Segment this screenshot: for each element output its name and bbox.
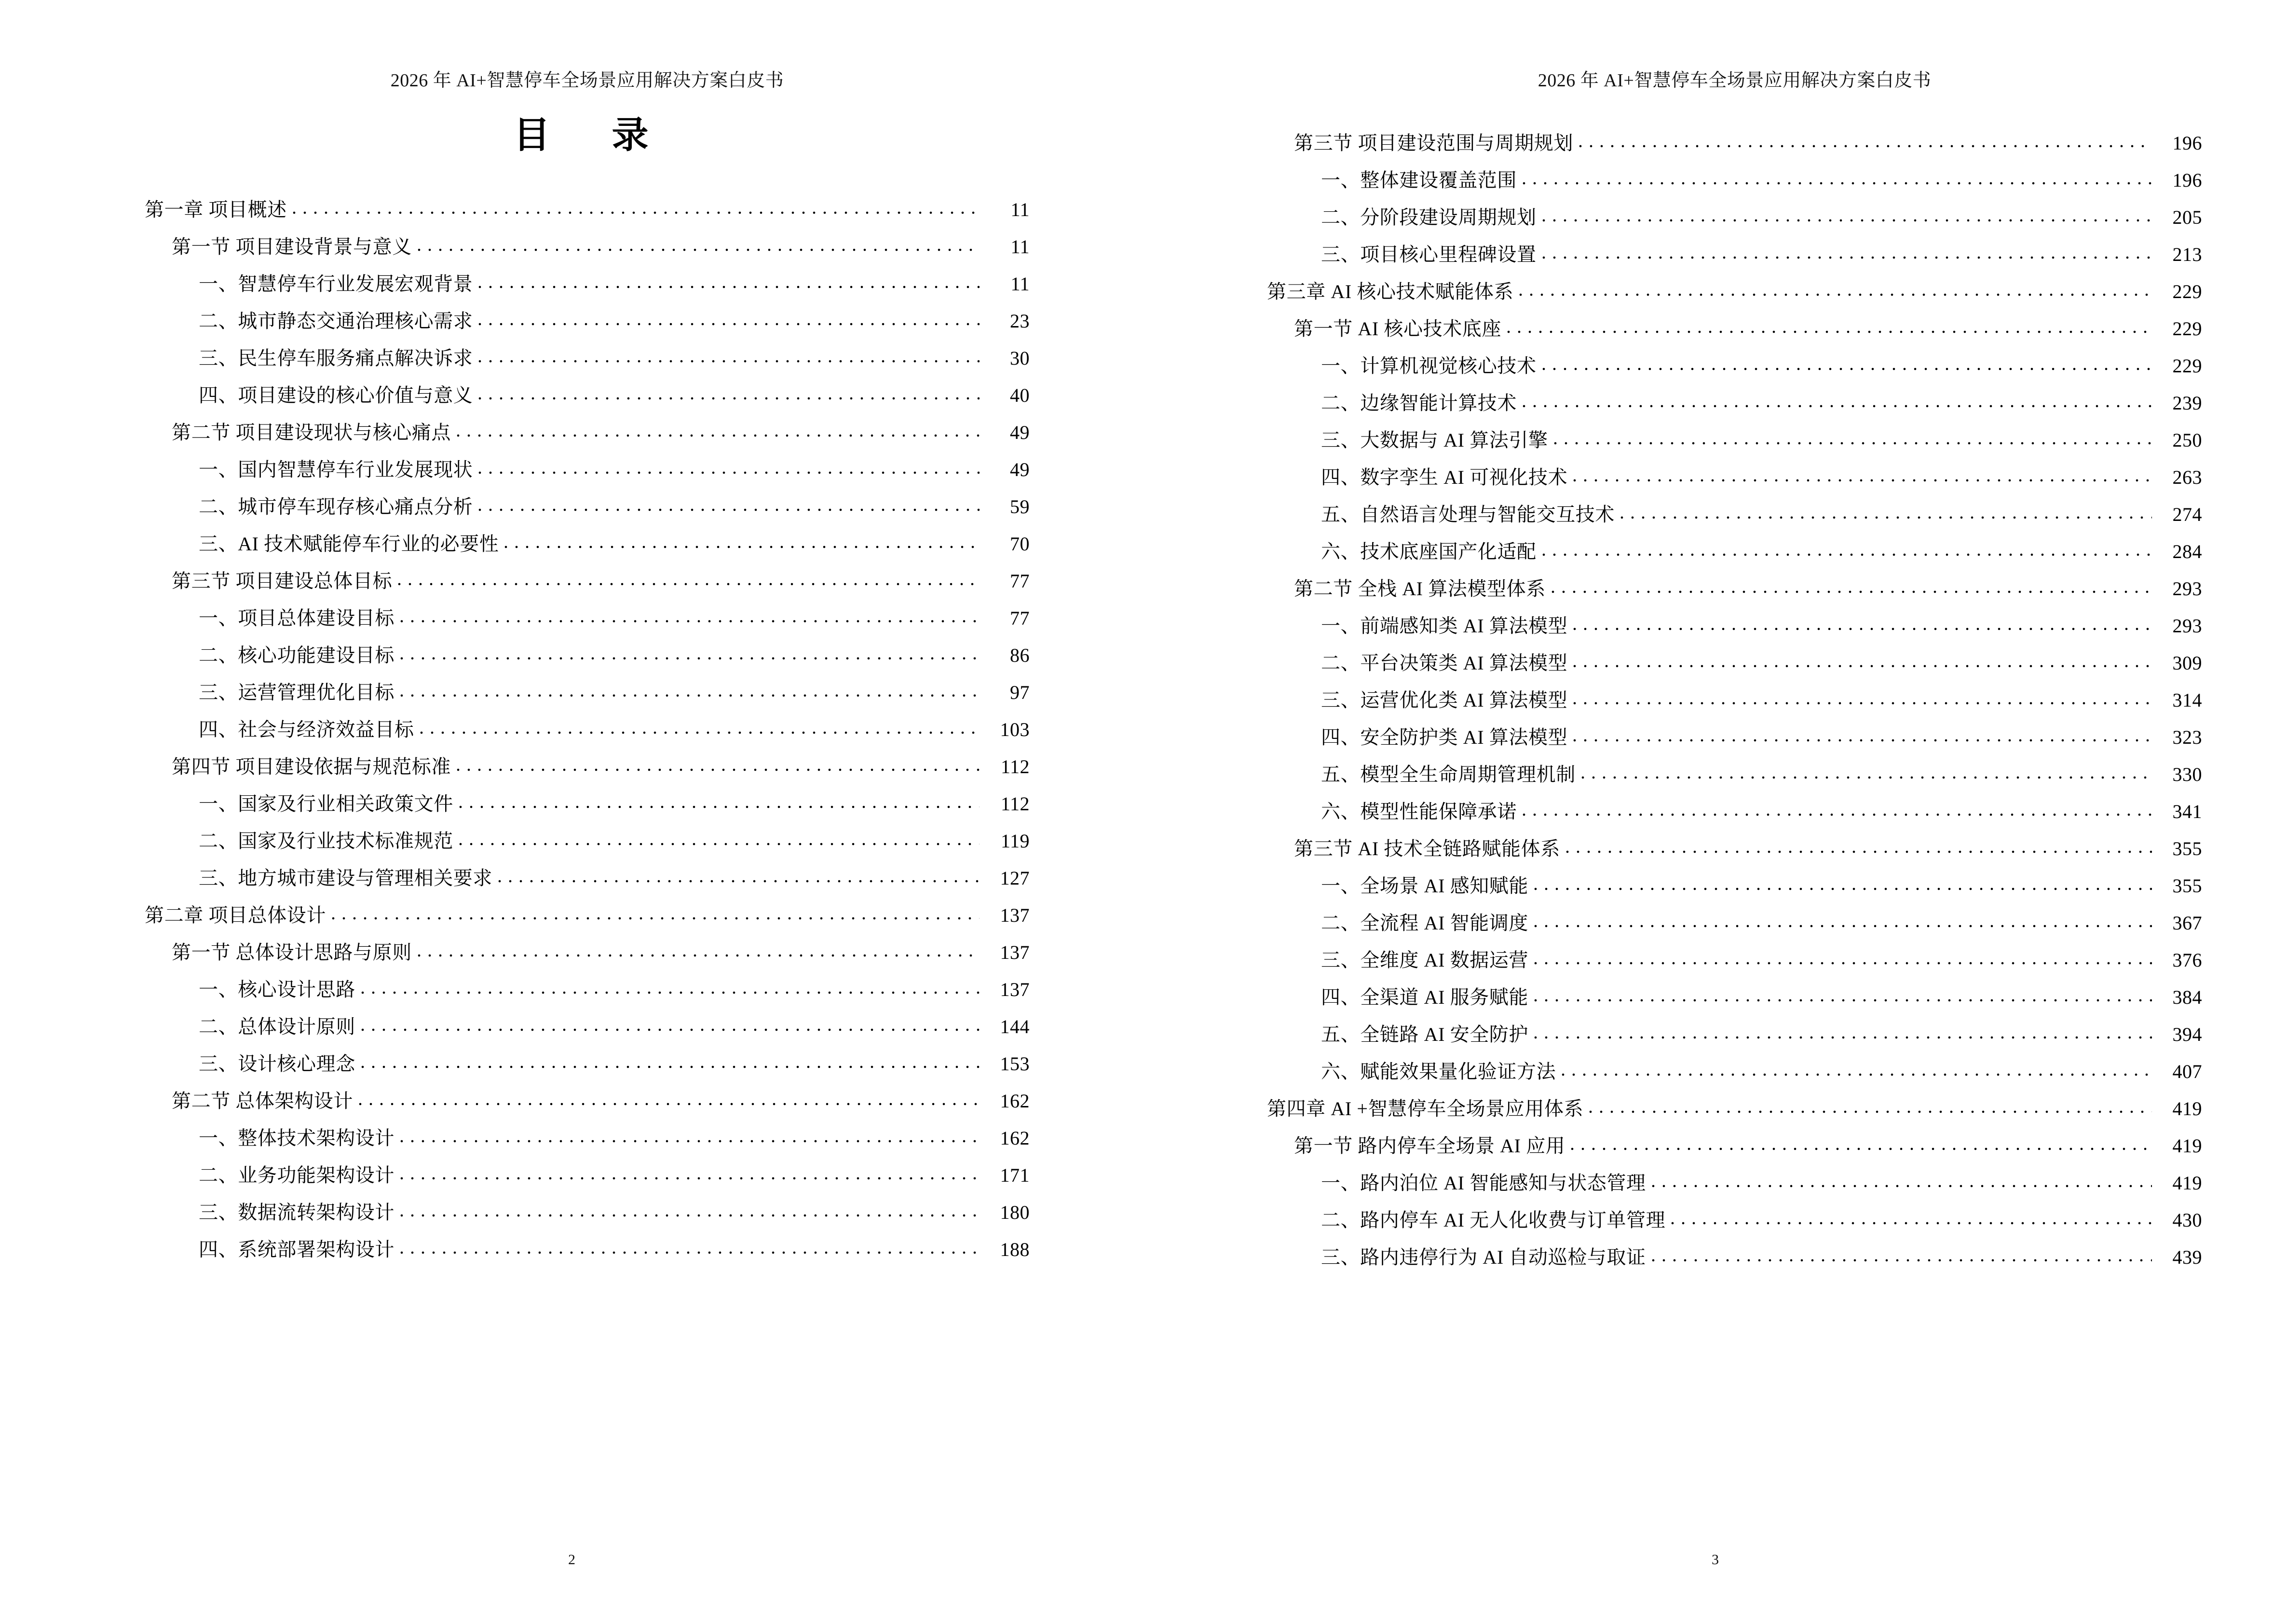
toc-entry-page-number: 314 [2172, 689, 2202, 711]
dot-leader [1569, 663, 2152, 669]
toc-entry-page-number: 367 [2172, 912, 2202, 934]
toc-entry-label: 四、社会与经济效益目标 [199, 718, 414, 740]
dot-leader [414, 247, 980, 253]
toc-entry[interactable] [1267, 859, 2202, 896]
toc-entry-page-number: 86 [1010, 644, 1030, 666]
toc-entry-label: 六、赋能效果量化验证方法 [1321, 1061, 1556, 1082]
dot-leader [1538, 255, 2152, 260]
toc-entry-label: 六、模型性能保障承诺 [1321, 801, 1517, 822]
page-right [1144, 0, 2287, 1624]
toc-entry-label: 四、项目建设的核心价值与意义 [199, 384, 473, 406]
toc-entry-label: 二、边缘智能计算技术 [1321, 392, 1517, 414]
dot-leader [328, 915, 980, 921]
dot-leader [1519, 403, 2152, 409]
toc-entry-page-number: 239 [2172, 392, 2202, 414]
toc-list-left [145, 182, 1030, 1259]
toc-entry-label: 第一章 项目概述 [145, 198, 287, 220]
toc-entry-label: 五、模型全生命周期管理机制 [1321, 764, 1576, 785]
toc-entry-label: 一、前端感知类 AI 算法模型 [1321, 615, 1568, 637]
dot-leader [396, 655, 980, 661]
toc-entry-label: 一、路内泊位 AI 智能感知与状态管理 [1321, 1172, 1646, 1194]
toc-entry-page-number: 293 [2172, 615, 2202, 637]
dot-leader [1585, 1109, 2152, 1115]
toc-entry[interactable] [145, 182, 1030, 219]
folio-left: 2 [568, 1552, 575, 1568]
dot-leader [1538, 366, 2152, 372]
toc-entry-label: 二、全流程 AI 智能调度 [1321, 912, 1529, 934]
toc-entry-label: 第一节 路内停车全场景 AI 应用 [1294, 1135, 1566, 1157]
toc-entry-label: 二、路内停车 AI 无人化收费与订单管理 [1321, 1209, 1666, 1231]
dot-leader [1648, 1183, 2152, 1189]
dot-leader [1530, 1035, 2152, 1040]
dot-leader [414, 953, 980, 958]
toc-entry-label: 三、运营优化类 AI 算法模型 [1321, 689, 1568, 711]
toc-entry-label: 第三节 项目建设总体目标 [172, 570, 393, 592]
toc-entry[interactable] [1267, 1044, 2202, 1081]
toc-entry-label: 二、城市静态交通治理核心需求 [199, 310, 473, 332]
dot-leader [1617, 515, 2152, 520]
toc-entry-label: 第二节 总体架构设计 [172, 1090, 353, 1112]
toc-entry-label: 一、核心设计思路 [199, 978, 355, 1000]
toc-entry[interactable] [145, 777, 1030, 814]
toc-entry[interactable] [145, 219, 1030, 257]
toc-entry-label: 一、整体建设覆盖范围 [1321, 169, 1517, 191]
toc-entry-page-number: 11 [1010, 235, 1030, 258]
toc-entry-page-number: 127 [1000, 867, 1030, 889]
toc-entry-page-number: 23 [1010, 310, 1030, 332]
toc-entry-page-number: 144 [1000, 1015, 1030, 1037]
dot-leader [1548, 589, 2152, 595]
toc-entry-label: 第三章 AI 核心技术赋能体系 [1267, 281, 1514, 302]
dot-leader [289, 210, 980, 216]
dot-leader [1530, 960, 2152, 966]
toc-entry-label: 一、整体技术架构设计 [199, 1127, 395, 1149]
toc-entry[interactable] [1267, 264, 2202, 301]
toc-entry-label: 三、运营管理优化目标 [199, 681, 395, 703]
toc-entry-page-number: 229 [2172, 318, 2202, 340]
toc-entry-page-number: 407 [2172, 1061, 2202, 1082]
toc-entry[interactable] [145, 554, 1030, 591]
toc-entry-label: 四、系统部署架构设计 [199, 1238, 395, 1260]
dot-leader [455, 804, 980, 810]
dot-leader [357, 1027, 980, 1033]
toc-entry[interactable] [145, 1037, 1030, 1074]
toc-entry-label: 四、安全防护类 AI 算法模型 [1321, 726, 1568, 748]
dot-leader [494, 878, 980, 884]
toc-entry[interactable] [145, 517, 1030, 554]
toc-entry[interactable] [1267, 673, 2202, 710]
dot-leader [1569, 700, 2152, 706]
dot-leader [1519, 180, 2152, 186]
dot-leader [1578, 775, 2152, 780]
toc-entry[interactable] [1267, 636, 2202, 673]
toc-entry-page-number: 11 [1010, 273, 1030, 295]
toc-entry[interactable] [145, 925, 1030, 962]
toc-entry-page-number: 162 [1000, 1090, 1030, 1112]
toc-entry[interactable] [145, 442, 1030, 479]
toc-entry-page-number: 274 [2172, 504, 2202, 525]
toc-entry-label: 一、国家及行业相关政策文件 [199, 792, 453, 815]
toc-entry-label: 一、计算机视觉核心技术 [1321, 355, 1537, 377]
toc-entry-page-number: 330 [2172, 764, 2202, 785]
dot-leader [475, 507, 980, 513]
toc-entry-page-number: 119 [1000, 830, 1030, 852]
toc-entry[interactable] [1267, 116, 2202, 153]
toc-entry-page-number: 137 [1000, 978, 1030, 1000]
toc-entry-page-number: 137 [1000, 904, 1030, 926]
dot-leader [1569, 737, 2152, 743]
toc-entry-page-number: 229 [2172, 355, 2202, 377]
toc-entry[interactable] [1267, 710, 2202, 747]
toc-entry-label: 二、分阶段建设周期规划 [1321, 206, 1537, 228]
toc-entry[interactable] [1267, 190, 2202, 227]
toc-entry[interactable] [145, 1148, 1030, 1185]
toc-entry[interactable] [1267, 301, 2202, 339]
toc-entry-page-number: 112 [1000, 755, 1030, 778]
toc-entry[interactable] [145, 628, 1030, 665]
toc-entry-page-number: 323 [2172, 726, 2202, 748]
dot-leader [475, 396, 980, 401]
toc-entry-label: 三、全维度 AI 数据运营 [1321, 949, 1529, 971]
toc-entry[interactable] [1267, 561, 2202, 599]
toc-entry-page-number: 103 [1000, 718, 1030, 740]
dot-leader [1530, 886, 2152, 892]
toc-entry[interactable] [145, 1222, 1030, 1259]
toc-entry-label: 三、数据流转架构设计 [199, 1201, 395, 1223]
dot-leader [475, 321, 980, 327]
dot-leader [394, 581, 980, 587]
toc-entry-label: 二、平台决策类 AI 算法模型 [1321, 652, 1568, 674]
toc-entry[interactable] [1267, 450, 2202, 487]
dot-leader [416, 730, 980, 736]
toc-entry[interactable] [145, 888, 1030, 925]
toc-entry-page-number: 49 [1010, 458, 1030, 480]
toc-entry-label: 第二章 项目总体设计 [145, 904, 326, 926]
toc-entry-page-number: 355 [2172, 838, 2202, 860]
toc-entry[interactable] [1267, 933, 2202, 970]
toc-entry-label: 六、技术底座国产化适配 [1321, 541, 1537, 562]
toc-entry-label: 二、总体设计原则 [199, 1015, 355, 1037]
toc-entry[interactable] [145, 405, 1030, 442]
toc-entry-page-number: 284 [2172, 541, 2202, 562]
toc-entry-label: 三、项目核心里程碑设置 [1321, 244, 1537, 265]
toc-entry-label: 三、地方城市建设与管理相关要求 [199, 867, 492, 889]
toc-entry-page-number: 213 [2172, 244, 2202, 265]
dot-leader [1530, 997, 2152, 1003]
toc-entry-label: 三、路内违停行为 AI 自动巡检与取证 [1321, 1246, 1646, 1268]
toc-entry[interactable] [1267, 896, 2202, 933]
toc-entry-page-number: 162 [1000, 1127, 1030, 1149]
toc-entry-label: 第三节 AI 技术全链路赋能体系 [1294, 838, 1560, 860]
toc-entry-label: 第四章 AI +智慧停车全场景应用体系 [1267, 1098, 1584, 1119]
toc-entry[interactable] [145, 702, 1030, 739]
dot-leader [1503, 329, 2152, 335]
toc-entry-page-number: 70 [1010, 532, 1030, 555]
toc-entry[interactable] [1267, 1193, 2202, 1230]
toc-entry-label: 三、AI 技术赋能停车行业的必要性 [199, 532, 499, 555]
dot-leader [396, 1213, 980, 1218]
toc-entry[interactable] [145, 665, 1030, 702]
toc-entry[interactable] [1267, 524, 2202, 561]
dot-leader [1558, 1072, 2152, 1078]
toc-entry[interactable] [1267, 153, 2202, 190]
toc-entry-label: 一、项目总体建设目标 [199, 607, 395, 629]
folio-right: 3 [1712, 1552, 1719, 1568]
running-header-right: 2026 年 AI+智慧停车全场景应用解决方案白皮书 [1538, 70, 1932, 91]
toc-entry-page-number: 180 [1000, 1201, 1030, 1223]
dot-leader [1567, 1146, 2152, 1152]
toc-entry-label: 第四节 项目建设依据与规范标准 [172, 755, 451, 778]
toc-entry[interactable] [145, 257, 1030, 294]
toc-entry-page-number: 171 [1000, 1164, 1030, 1186]
toc-entry[interactable] [1267, 747, 2202, 784]
toc-entry-page-number: 196 [2172, 132, 2202, 154]
toc-entry-page-number: 355 [2172, 875, 2202, 897]
toc-entry-page-number: 40 [1010, 384, 1030, 406]
toc-entry-label: 二、核心功能建设目标 [199, 644, 395, 666]
toc-entry-page-number: 77 [1010, 570, 1030, 592]
toc-entry-page-number: 293 [2172, 578, 2202, 600]
dot-leader [396, 618, 980, 624]
dot-leader [396, 693, 980, 698]
dot-leader [357, 1064, 980, 1070]
toc-entry[interactable] [1267, 970, 2202, 1007]
toc-entry-label: 第一节 项目建设背景与意义 [172, 235, 412, 258]
toc-entry-page-number: 49 [1010, 421, 1030, 443]
toc-entry[interactable] [145, 479, 1030, 517]
dot-leader [396, 1250, 980, 1256]
dot-leader [1515, 292, 2152, 298]
toc-entry[interactable] [1267, 376, 2202, 413]
toc-entry-label: 第二节 全栈 AI 算法模型体系 [1294, 578, 1546, 600]
toc-entry-page-number: 263 [2172, 466, 2202, 488]
toc-entry-label: 第一节 总体设计思路与原则 [172, 941, 412, 963]
toc-entry-label: 五、自然语言处理与智能交互技术 [1321, 504, 1615, 525]
toc-entry-label: 二、城市停车现存核心痛点分析 [199, 495, 473, 518]
toc-entry-page-number: 376 [2172, 949, 2202, 971]
dot-leader [475, 470, 980, 476]
toc-entry-page-number: 384 [2172, 986, 2202, 1008]
toc-entry-page-number: 112 [1000, 792, 1030, 815]
toc-list-right [1267, 116, 2202, 1267]
toc-entry-page-number: 59 [1010, 495, 1030, 518]
toc-entry[interactable] [145, 368, 1030, 405]
toc-entry-label: 四、全渠道 AI 服务赋能 [1321, 986, 1529, 1008]
dot-leader [357, 990, 980, 996]
dot-leader [475, 284, 980, 290]
toc-entry-label: 三、大数据与 AI 算法引擎 [1321, 429, 1548, 451]
toc-entry[interactable] [1267, 413, 2202, 450]
toc-entry[interactable] [145, 1185, 1030, 1222]
toc-entry-label: 一、全场景 AI 感知赋能 [1321, 875, 1529, 897]
dot-leader [396, 1138, 980, 1144]
dot-leader [453, 767, 980, 773]
toc-entry-label: 三、设计核心理念 [199, 1052, 355, 1075]
toc-entry[interactable] [1267, 1081, 2202, 1119]
toc-entry[interactable] [1267, 227, 2202, 264]
dot-leader [1667, 1220, 2152, 1226]
toc-entry-page-number: 97 [1010, 681, 1030, 703]
toc-entry-page-number: 394 [2172, 1024, 2202, 1045]
toc-entry[interactable] [145, 1111, 1030, 1148]
toc-entry-page-number: 419 [2172, 1172, 2202, 1194]
toc-entry[interactable] [1267, 784, 2202, 821]
dot-leader [1569, 626, 2152, 632]
toc-entry[interactable] [145, 814, 1030, 851]
toc-entry-label: 第三节 项目建设范围与周期规划 [1294, 132, 1573, 154]
toc-entry[interactable] [1267, 487, 2202, 524]
dot-leader [1575, 143, 2152, 149]
dot-leader [1569, 478, 2152, 483]
toc-entry[interactable] [1267, 339, 2202, 376]
toc-entry-page-number: 341 [2172, 801, 2202, 822]
toc-entry-page-number: 309 [2172, 652, 2202, 674]
toc-entry-page-number: 439 [2172, 1246, 2202, 1268]
toc-entry[interactable] [145, 962, 1030, 999]
toc-entry[interactable] [145, 331, 1030, 368]
dot-leader [1530, 923, 2152, 929]
dot-leader [1538, 218, 2152, 223]
toc-entry[interactable] [1267, 1119, 2202, 1156]
toc-entry-page-number: 250 [2172, 429, 2202, 451]
toc-entry-page-number: 153 [1000, 1052, 1030, 1075]
toc-entry-label: 四、数字孪生 AI 可视化技术 [1321, 466, 1568, 488]
dot-leader [475, 358, 980, 364]
toc-entry-page-number: 229 [2172, 281, 2202, 302]
dot-leader [396, 1175, 980, 1181]
dot-leader [355, 1101, 980, 1107]
toc-entry-label: 二、国家及行业技术标准规范 [199, 830, 453, 852]
toc-entry[interactable] [1267, 1007, 2202, 1044]
toc-entry-label: 二、业务功能架构设计 [199, 1164, 395, 1186]
toc-entry-page-number: 205 [2172, 206, 2202, 228]
toc-entry[interactable] [1267, 821, 2202, 859]
toc-entry[interactable] [145, 591, 1030, 628]
toc-entry[interactable] [145, 1074, 1030, 1111]
toc-entry[interactable] [145, 851, 1030, 888]
toc-entry[interactable] [1267, 1230, 2202, 1267]
toc-entry[interactable] [145, 294, 1030, 331]
toc-entry[interactable] [1267, 599, 2202, 636]
toc-entry-page-number: 196 [2172, 169, 2202, 191]
dot-leader [455, 841, 980, 847]
toc-entry-label: 第一节 AI 核心技术底座 [1294, 318, 1502, 340]
toc-entry-page-number: 419 [2172, 1098, 2202, 1119]
toc-entry-label: 一、智慧停车行业发展宏观背景 [199, 273, 473, 295]
toc-entry[interactable] [145, 739, 1030, 777]
dot-leader [1519, 812, 2152, 818]
page-title: 目 录 [513, 115, 661, 156]
toc-entry-label: 五、全链路 AI 安全防护 [1321, 1024, 1529, 1045]
dot-leader [1648, 1257, 2152, 1263]
toc-entry-page-number: 137 [1000, 941, 1030, 963]
dot-leader [1538, 552, 2152, 558]
toc-entry-label: 一、国内智慧停车行业发展现状 [199, 458, 473, 480]
toc-entry-label: 第二节 项目建设现状与核心痛点 [172, 421, 451, 443]
toc-entry-page-number: 419 [2172, 1135, 2202, 1157]
dot-leader [1562, 849, 2152, 855]
dot-leader [453, 433, 980, 438]
toc-entry-page-number: 77 [1010, 607, 1030, 629]
toc-entry-page-number: 430 [2172, 1209, 2202, 1231]
toc-entry-label: 三、民生停车服务痛点解决诉求 [199, 347, 473, 369]
toc-entry-page-number: 11 [1010, 198, 1030, 220]
toc-entry[interactable] [145, 999, 1030, 1037]
running-header-left: 2026 年 AI+智慧停车全场景应用解决方案白皮书 [390, 70, 784, 91]
toc-entry-page-number: 30 [1010, 347, 1030, 369]
dot-leader [1550, 440, 2152, 446]
dot-leader [501, 544, 980, 550]
toc-entry[interactable] [1267, 1156, 2202, 1193]
toc-entry-page-number: 188 [1000, 1238, 1030, 1260]
